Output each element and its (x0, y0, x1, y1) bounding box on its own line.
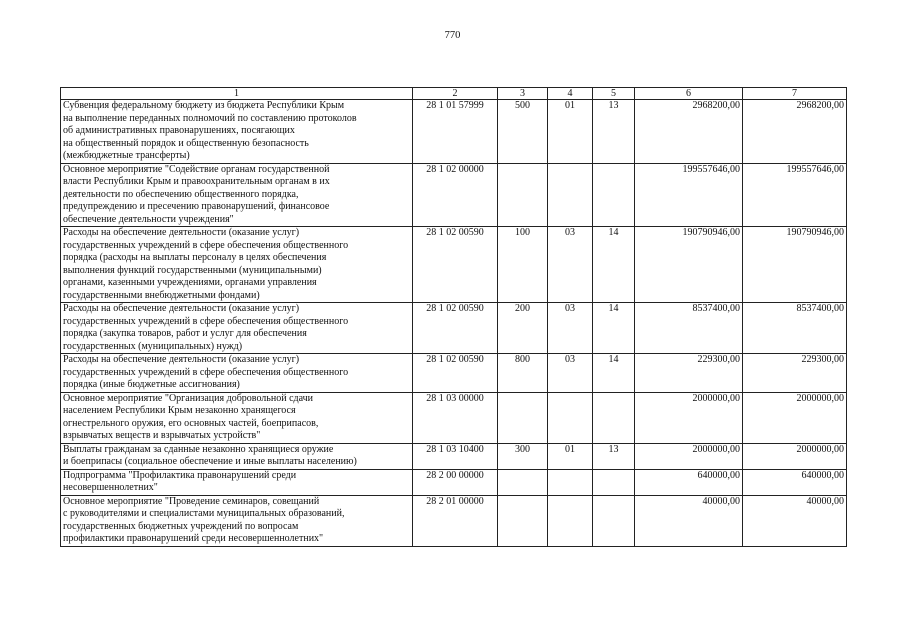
description-line: деятельности по обеспечению общественного порядка, (63, 188, 299, 200)
row-code: 28 1 03 00000 (413, 392, 498, 443)
row-subsection: 14 (593, 354, 635, 393)
row-amount-col6: 199557646,00 (635, 163, 743, 227)
row-amount-col6: 190790946,00 (635, 227, 743, 303)
row-expense-type (498, 163, 548, 227)
row-subsection (593, 392, 635, 443)
row-subsection (593, 495, 635, 546)
description-line: выполнения функций государственными (муниципальными) (63, 264, 322, 276)
row-code: 28 2 01 00000 (413, 495, 498, 546)
row-subsection: 13 (593, 100, 635, 164)
header-row (61, 88, 847, 100)
row-amount-col7: 40000,00 (743, 495, 847, 546)
row-code: 28 1 02 00000 (413, 163, 498, 227)
description-line: на выполнение переданных полномочий по составлению протоколов (63, 112, 357, 124)
row-amount-col6: 640000,00 (635, 469, 743, 495)
page-number: 770 (444, 30, 461, 41)
row-subsection: 13 (593, 443, 635, 469)
row-amount-col6: 2000000,00 (635, 443, 743, 469)
row-section: 03 (548, 354, 593, 393)
row-description (61, 100, 413, 164)
table-row (61, 443, 847, 469)
description-line: государственных учреждений в сфере обеспечения общественного (63, 366, 349, 378)
description-line: взрывчатых веществ и взрывчатых устройств" (63, 430, 261, 441)
description-line: Расходы на обеспечение деятельности (оказание услуг) (63, 354, 300, 365)
row-subsection (593, 469, 635, 495)
row-description (61, 469, 413, 495)
description-line: порядка (расходы на выплаты персоналу в целях обеспечения (63, 252, 327, 263)
row-description (61, 354, 413, 393)
row-description (61, 495, 413, 546)
row-amount-col7: 199557646,00 (743, 163, 847, 227)
row-description (61, 163, 413, 227)
description-line: с руководителями и специалистами муниципальных образований, (63, 508, 345, 519)
row-amount-col6: 8537400,00 (635, 303, 743, 354)
table-body (61, 100, 847, 547)
row-amount-col7: 640000,00 (743, 469, 847, 495)
row-section: 03 (548, 227, 593, 303)
description-line: Субвенция федеральному бюджету из бюджета Республики Крым (63, 100, 345, 111)
row-expense-type: 300 (498, 443, 548, 469)
description-line: (межбюджетные трансферты) (63, 150, 190, 161)
row-amount-col7: 229300,00 (743, 354, 847, 393)
row-expense-type (498, 469, 548, 495)
header-col-2: 2 (413, 88, 498, 100)
table-row (61, 100, 847, 164)
row-section (548, 163, 593, 227)
description-line: Основное мероприятие "Проведение семинаров, совещаний (63, 495, 320, 507)
row-amount-col7: 8537400,00 (743, 303, 847, 354)
description-line: государственных (муниципальных) нужд) (63, 340, 243, 352)
row-description (61, 227, 413, 303)
row-section: 03 (548, 303, 593, 354)
row-section (548, 392, 593, 443)
row-amount-col7: 190790946,00 (743, 227, 847, 303)
header-col-3: 3 (498, 88, 548, 100)
row-subsection: 14 (593, 227, 635, 303)
description-line: государственных учреждений в сфере обеспечения общественного (63, 315, 349, 327)
table-row (61, 227, 847, 303)
header-col-1: 1 (61, 88, 413, 100)
description-line: порядка (иные бюджетные ассигнования) (63, 379, 240, 390)
table-row (61, 392, 847, 443)
row-subsection: 14 (593, 303, 635, 354)
description-line: и боеприпасы (социальное обеспечение и иные выплаты населению) (63, 456, 357, 467)
row-description (61, 392, 413, 443)
description-line: Расходы на обеспечение деятельности (оказание услуг) (63, 227, 300, 238)
description-line: несовершеннолетних" (63, 482, 158, 493)
table-row (61, 469, 847, 495)
row-amount-col7: 2000000,00 (743, 443, 847, 469)
description-line: обеспечение деятельности учреждения" (63, 213, 234, 225)
description-line: Подпрограмма "Профилактика правонарушений среди (63, 469, 297, 481)
row-expense-type: 500 (498, 100, 548, 164)
row-code: 28 1 02 00590 (413, 227, 498, 303)
row-section: 01 (548, 100, 593, 164)
description-line: Основное мероприятие "Содействие органам государственной (63, 163, 330, 175)
row-code: 28 1 02 00590 (413, 354, 498, 393)
table-row (61, 163, 847, 227)
row-amount-col7: 2968200,00 (743, 100, 847, 164)
row-description (61, 443, 413, 469)
budget-table (60, 87, 847, 547)
row-expense-type: 200 (498, 303, 548, 354)
row-description (61, 303, 413, 354)
description-line: на общественный порядок и общественную безопасность (63, 137, 309, 149)
header-col-4: 4 (548, 88, 593, 100)
row-expense-type: 100 (498, 227, 548, 303)
row-section (548, 469, 593, 495)
description-line: населением Республики Крым незаконно хранящегося (63, 405, 296, 416)
row-expense-type: 800 (498, 354, 548, 393)
header-col-7: 7 (743, 88, 847, 100)
row-amount-col7: 2000000,00 (743, 392, 847, 443)
row-code: 28 2 00 00000 (413, 469, 498, 495)
description-line: власти Республики Крым и правоохранительным органам в их (63, 176, 330, 187)
row-expense-type (498, 392, 548, 443)
description-line: государственными внебюджетными фондами) (63, 289, 260, 301)
description-line: огнестрельного оружия, его основных частей, боеприпасов, (63, 417, 319, 429)
row-amount-col6: 229300,00 (635, 354, 743, 393)
table-row (61, 303, 847, 354)
row-expense-type (498, 495, 548, 546)
row-amount-col6: 2968200,00 (635, 100, 743, 164)
row-code: 28 1 03 10400 (413, 443, 498, 469)
description-line: органами, казенными учреждениями, органами управления (63, 277, 317, 288)
header-col-5: 5 (593, 88, 635, 100)
row-code: 28 1 01 57999 (413, 100, 498, 164)
table-row (61, 495, 847, 546)
description-line: государственных учреждений в сфере обеспечения общественного (63, 239, 349, 251)
header-col-6: 6 (635, 88, 743, 100)
row-section: 01 (548, 443, 593, 469)
row-section (548, 495, 593, 546)
row-code: 28 1 02 00590 (413, 303, 498, 354)
row-amount-col6: 2000000,00 (635, 392, 743, 443)
row-amount-col6: 40000,00 (635, 495, 743, 546)
description-line: государственных бюджетных учреждений по вопросам (63, 520, 299, 532)
row-subsection (593, 163, 635, 227)
table-row (61, 354, 847, 393)
description-line: об административных правонарушениях, посягающих (63, 125, 295, 136)
description-line: профилактики правонарушений среди несовершеннолетних" (63, 533, 324, 544)
description-line: Выплаты гражданам за сданные незаконно хранящиеся оружие (63, 443, 334, 455)
description-line: порядка (закупка товаров, работ и услуг для обеспечения (63, 328, 307, 339)
description-line: предупреждению и пресечению правонарушений, финансовое (63, 201, 330, 212)
description-line: Основное мероприятие "Организация добровольной сдачи (63, 392, 314, 404)
description-line: Расходы на обеспечение деятельности (оказание услуг) (63, 303, 300, 314)
